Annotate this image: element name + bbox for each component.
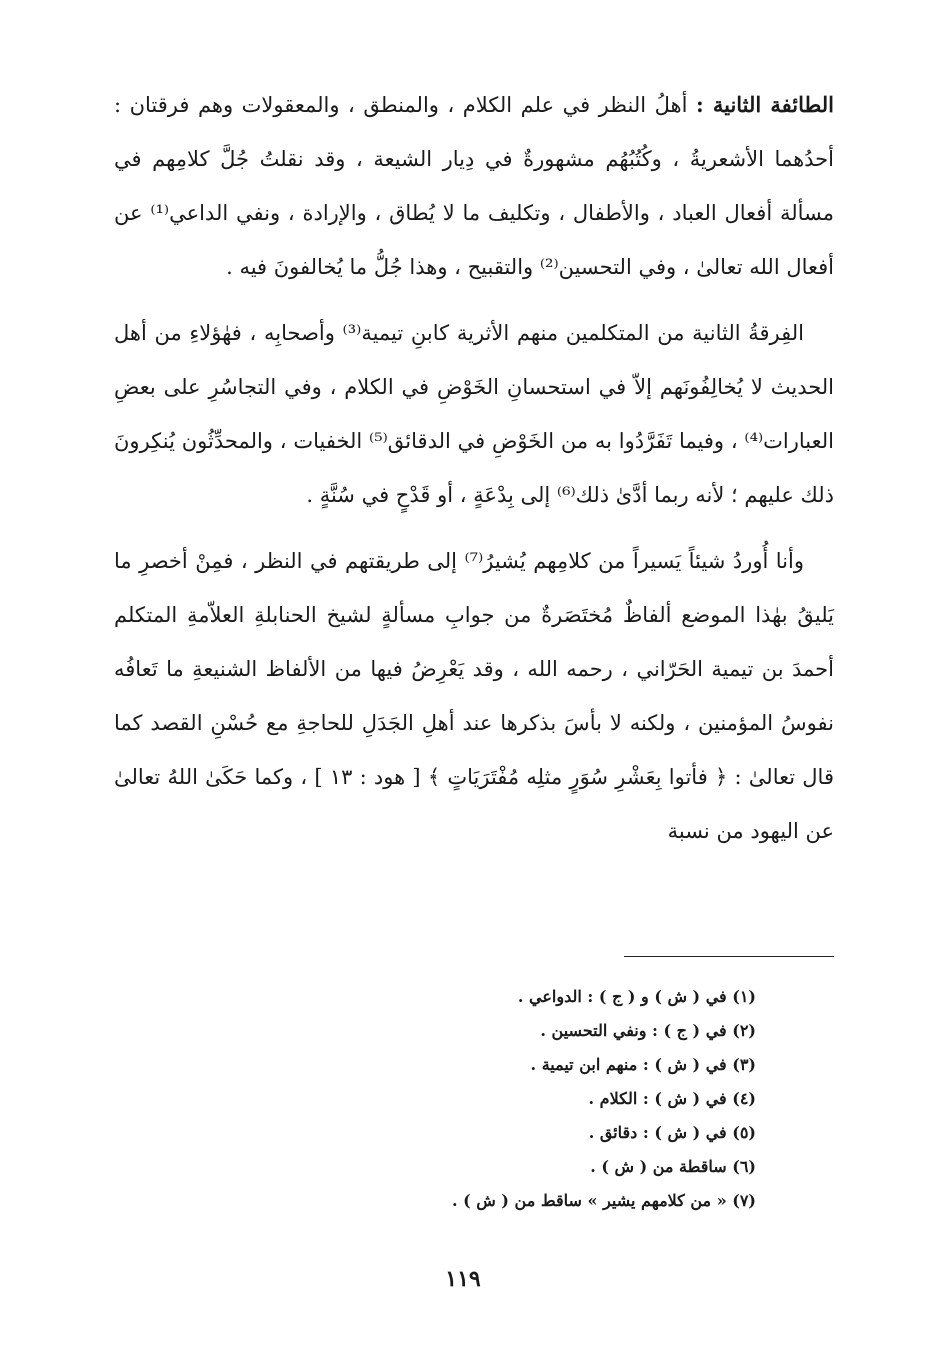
page-number: ١١٩ [445, 1266, 481, 1292]
footnote-5: (٥) في ( ش ) : دقائق . [588, 1123, 756, 1142]
footnote-2: (٢) في ( ج ) : ونفي التحسين . [540, 1021, 756, 1040]
footnote-1: (١) في ( ش ) و ( ج ) : الدواعي . [517, 987, 756, 1006]
main-text [114, 78, 834, 858]
footnote-7: (٧) « من كلامهم يشير » ساقط من ( ش ) . [451, 1191, 756, 1210]
footnote-3: (٣) في ( ش ) : منهم ابن تيمية . [530, 1055, 756, 1074]
paragraph-text: أهلُ النظر في علم الكلام ، والمنطق ، والمعقولات وهم فرقتان : أحدُهما الأشعريةُ ، وكُتُبُهُم مشهورةٌ في دِيار الشيعة ، وقد نقلتُ جُلَّ كلامِهم في مسألة أفعال العباد ، والأطفال ، وتكليف ما لا يُطاق ، والإرادة ، ونفي الداعي⁽¹⁾ عن أفعال الله تعالىٰ ، وفي التحسين⁽²⁾ والتقبيح ، وهذا جُلُّ ما يُخالفونَ فيه . [114, 93, 834, 279]
paragraph-lead: الطائفة الثانية : [695, 92, 834, 117]
paragraph-ibn-taymiyya [114, 534, 834, 858]
paragraph-second-sect [114, 306, 834, 522]
footnotes [156, 980, 756, 1218]
footnote-6: (٦) ساقطة من ( ش ) . [590, 1157, 756, 1176]
footnote-separator [624, 956, 834, 957]
paragraph-text: وأنا أُوردُ شيئاً يَسيراً من كلامِهم يُشيرُ⁽⁷⁾ إلى طريقتهم في النظر ، فمِنْ أخصرِ ما يَليقُ بهٰذا الموضع ألفاظٌ مُختَصَرةٌ من جوابِ مسألةٍ لشيخ الحنابلةِ العلاّمةِ المتكلم أحمدَ بن تيمية الحَرّاني ، رحمه الله ، وقد يَعْرِضُ فيها من الألفاظ الشنيعةِ ما تَعافُه نفوسُ المؤمنين ، ولكنه لا بأسَ بذكرها عند أهلِ الجَدَلِ للحاجةِ مع حُسْنِ القصد كما قال تعالىٰ : ﴿ فأتوا بِعَشْرِ سُوَرٍ مثلِه مُفْتَرَيَاتٍ ﴾ [ هود : ١٣ ] ، وكما حَكَىٰ اللهُ تعالىٰ عن اليهود من نسبة [114, 549, 834, 843]
footnote-4: (٤) في ( ش ) : الكلام . [588, 1089, 756, 1108]
paragraph-text: الفِرقةُ الثانية من المتكلمين منهم الأثرية كابنِ تيمية⁽³⁾ وأصحابِه ، فهٰؤلاءِ من أهل الحديث لا يُخالِفُونَهم إلاّ في استحسانِ الخَوْضِ في الكلام ، وفي التجاسُرِ على بعضِ العبارات⁽⁴⁾ ، وفيما تَفَرَّدُوا به من الخَوْضِ في الدقائق⁽⁵⁾ الخفيات ، والمحدِّثُون يُنكِرونَ ذلك عليهم ؛ لأنه ربما أدَّىٰ ذلك⁽⁶⁾ إلى بِدْعَةٍ ، أو قَدْحٍ في سُنَّةٍ . [114, 321, 834, 507]
paragraph-first-group [114, 78, 834, 294]
